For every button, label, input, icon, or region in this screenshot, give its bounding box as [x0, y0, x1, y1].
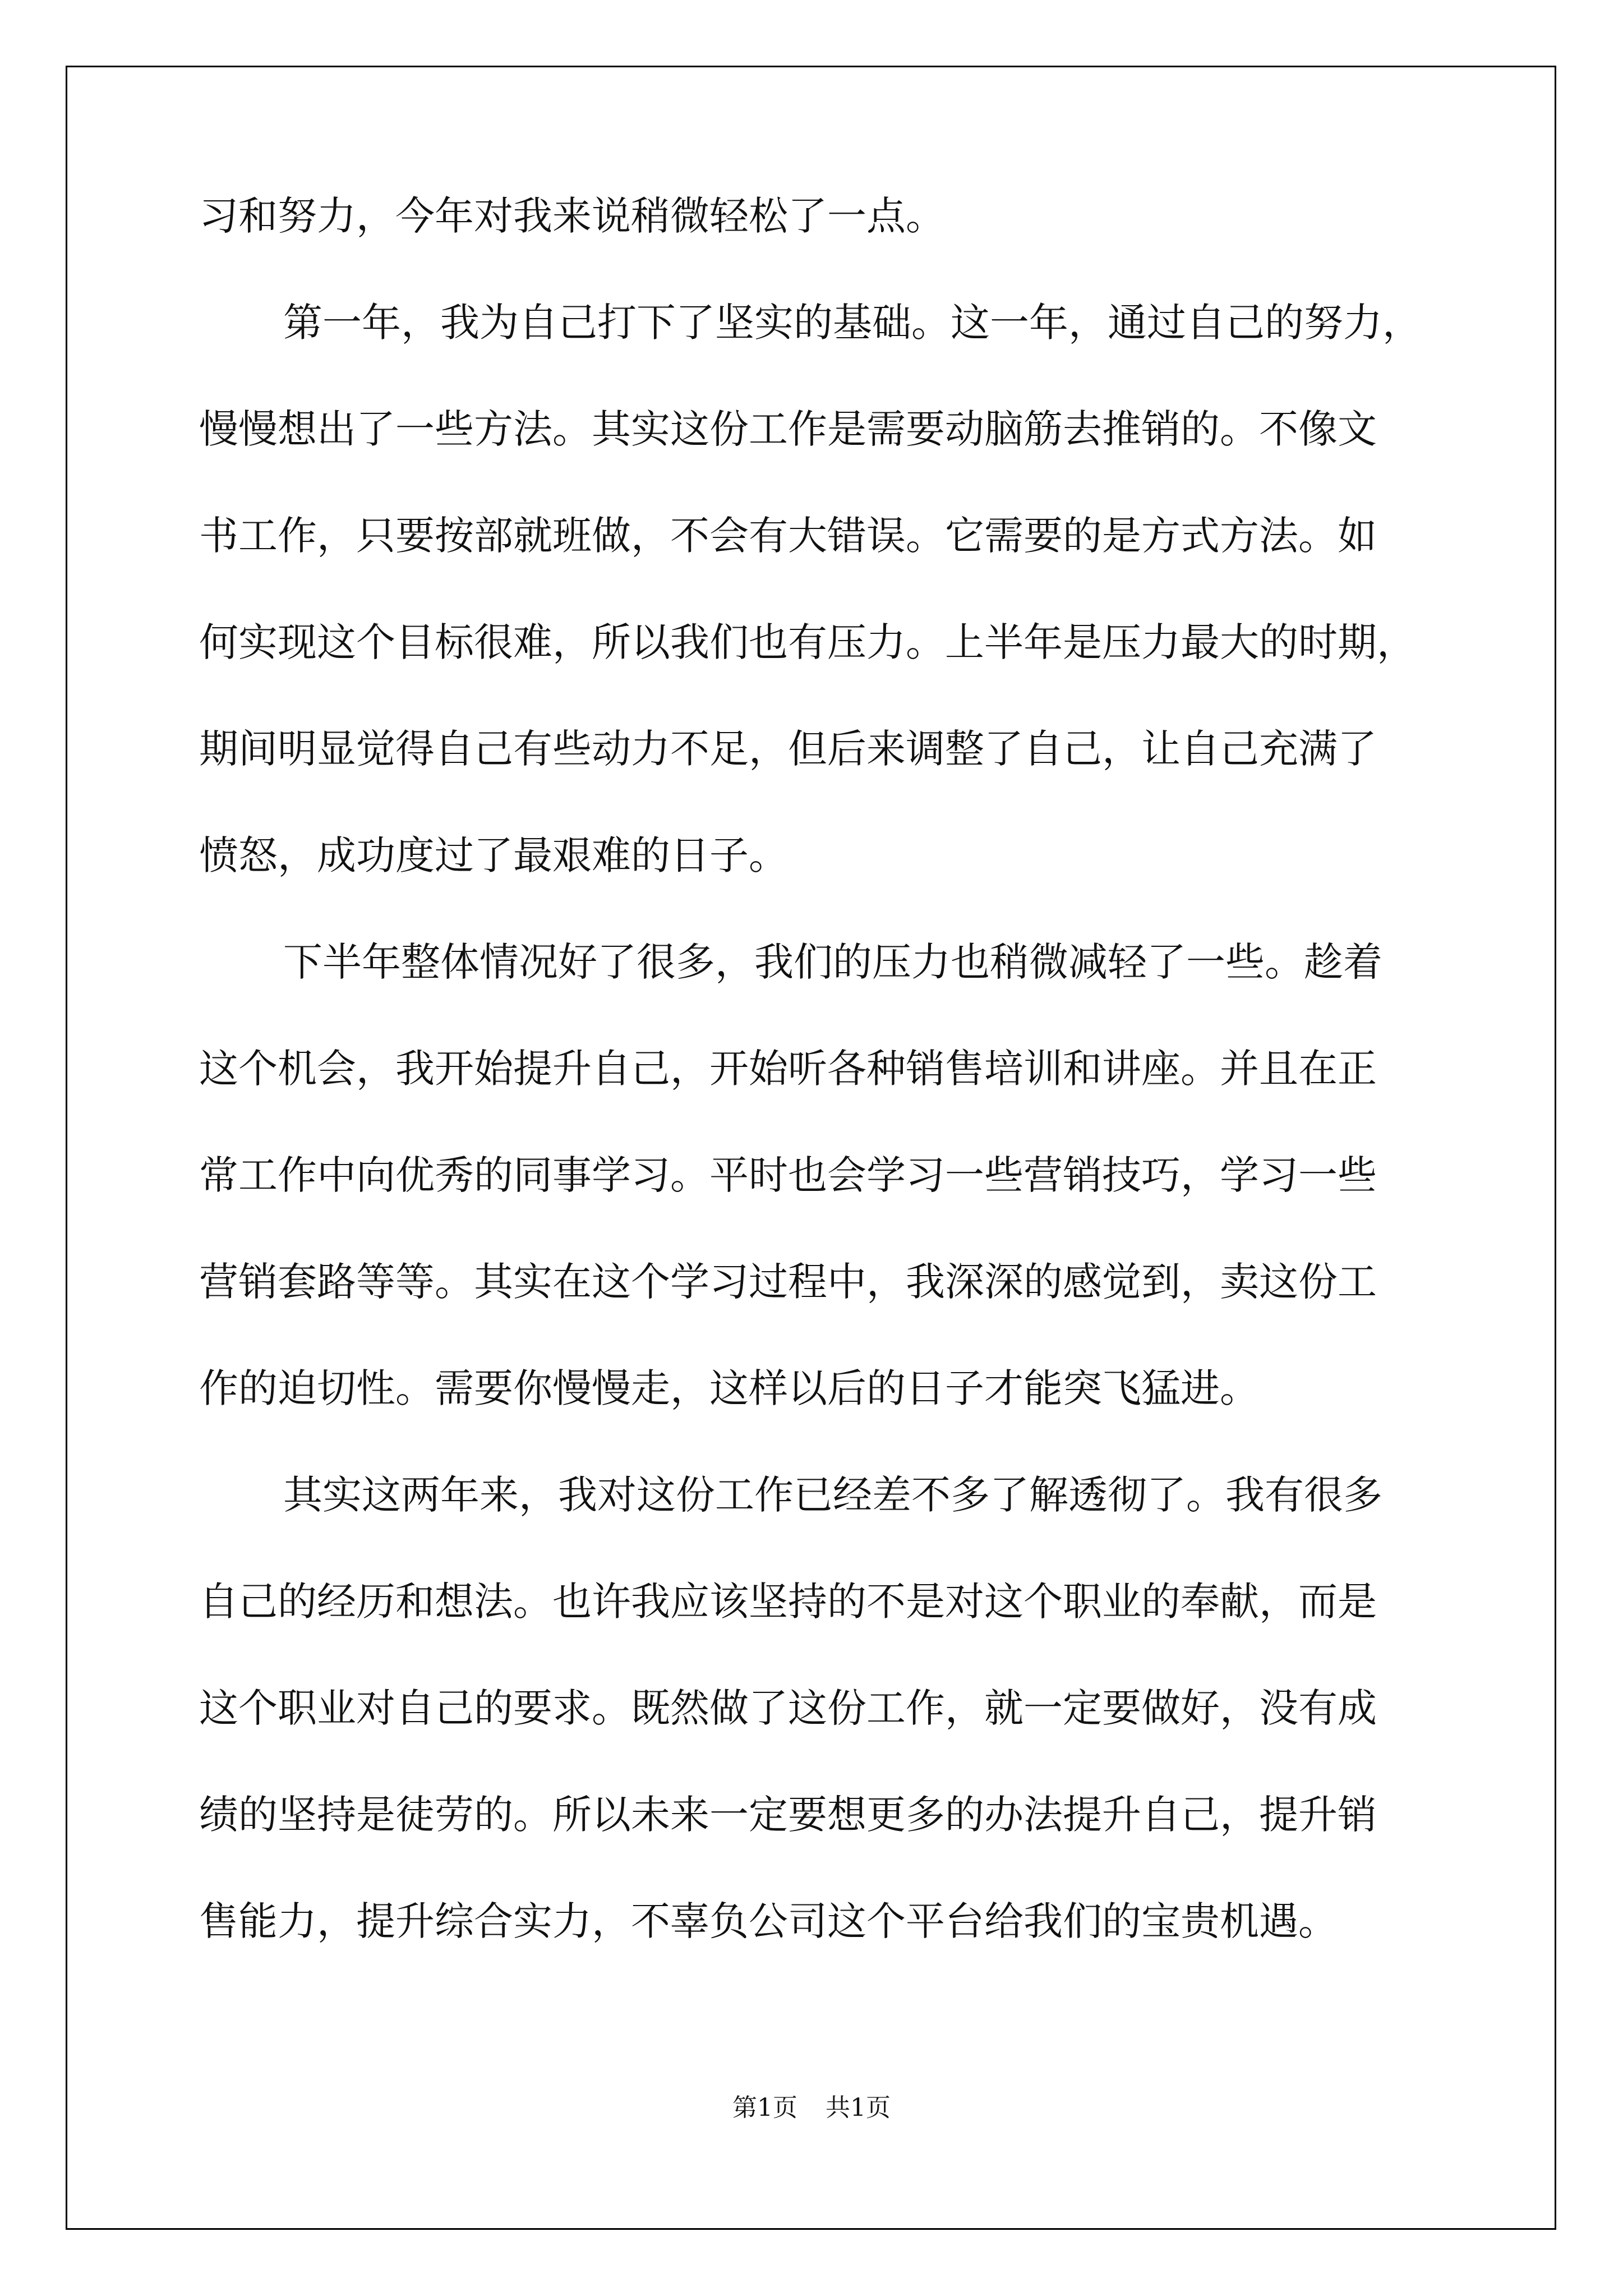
text-line: 书工作，只要按部就班做，不会有大错误。它需要的是方式方法。如 [199, 513, 1377, 559]
page-total: 共1页 [826, 2093, 891, 2122]
paragraph-first-line: 其实这两年来，我对这份工作已经差不多了解透彻了。我有很多 [283, 1472, 1382, 1518]
paragraph-first-line: 第一年，我为自己打下了坚实的基础。这一年，通过自己的努力， [283, 300, 1422, 346]
text-line: 作的迫切性。需要你慢慢走，这样以后的日子才能突飞猛进。 [199, 1365, 1259, 1411]
text-line: 何实现这个目标很难，所以我们也有压力。上半年是压力最大的时期， [199, 619, 1416, 665]
text-line: 自己的经历和想法。也许我应该坚持的不是对这个职业的奉献，而是 [199, 1579, 1377, 1625]
page-footer [0, 2091, 1623, 2125]
text-line: 慢慢想出了一些方法。其实这份工作是需要动脑筋去推销的。不像文 [199, 406, 1377, 452]
text-line: 这个职业对自己的要求。既然做了这份工作，就一定要做好，没有成 [199, 1685, 1377, 1731]
text-line: 这个机会，我开始提升自己，开始听各种销售培训和讲座。并且在正 [199, 1046, 1377, 1092]
paragraph-first-line: 下半年整体情况好了很多，我们的压力也稍微减轻了一些。趁着 [283, 939, 1382, 985]
text-line: 绩的坚持是徒劳的。所以未来一定要想更多的办法提升自己，提升销 [199, 1792, 1377, 1838]
text-line: 售能力，提升综合实力，不辜负公司这个平台给我们的宝贵机遇。 [199, 1898, 1338, 1944]
text-line: 常工作中向优秀的同事学习。平时也会学习一些营销技巧，学习一些 [199, 1152, 1377, 1198]
page-number: 第1页 [732, 2093, 797, 2122]
text-line: 习和努力，今年对我来说稍微轻松了一点。 [199, 193, 945, 239]
text-line: 营销套路等等。其实在这个学习过程中，我深深的感觉到，卖这份工 [199, 1259, 1377, 1305]
text-line: 愤怒，成功度过了最艰难的日子。 [199, 832, 788, 878]
text-line: 期间明显觉得自己有些动力不足，但后来调整了自己，让自己充满了 [199, 726, 1377, 772]
